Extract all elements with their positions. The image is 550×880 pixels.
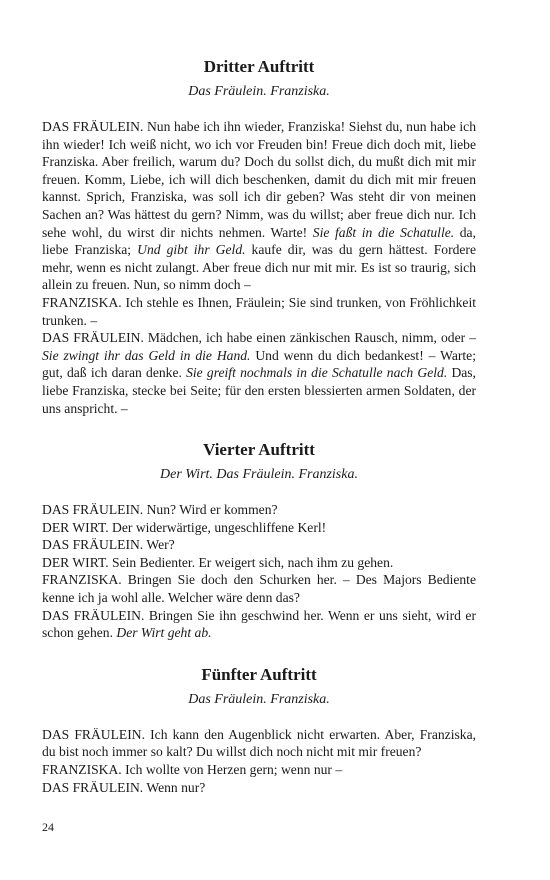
dialogue-text: da, liebe Franziska; bbox=[42, 224, 476, 258]
stage-direction: Und gibt ihr Geld. bbox=[137, 242, 246, 258]
scene-title: Fünfter Auftritt bbox=[201, 664, 317, 684]
dialogue-text: kaufe dir, was du gern hättest. Fordere mehr, wenn es nicht zulangt. Aber freue dich nur mit mir. Es ist so traurig, sich allein zu freuen. Nun, so nimm doch – bbox=[42, 242, 476, 293]
stage-direction: Sie greift nochmals in die Schatulle nach Geld. bbox=[186, 365, 448, 381]
dialogue-paragraph bbox=[42, 501, 476, 519]
scene-cast: Das Fräulein. Franziska. bbox=[188, 84, 330, 99]
dialogue-paragraph bbox=[42, 779, 476, 797]
dialogue-paragraph bbox=[42, 761, 476, 779]
dialogue-paragraph bbox=[42, 726, 476, 761]
dialogue-text: Und wenn du dich bedankest! – Warte; gut, daß ich daran denke. bbox=[42, 347, 476, 381]
scene-title: Vierter Auftritt bbox=[203, 440, 315, 460]
dialogue-text: DER WIRT. Sein Bedienter. Er weigert sich, nach ihm zu gehen. bbox=[42, 554, 394, 570]
dialogue-paragraph bbox=[42, 607, 476, 642]
dialogue-text: DAS FRÄULEIN. Ich kann den Augenblick nicht erwarten. Aber, Franziska, du bist noch immer so kalt? Du willst dich noch nicht mit mir freuen? bbox=[42, 726, 476, 760]
dialogue-paragraph bbox=[42, 571, 476, 606]
dialogue-text: Das, liebe Franziska, stecke bei Seite; für den ersten blessierten armen Soldaten, der uns anspricht. – bbox=[42, 365, 476, 416]
dialogue-paragraph bbox=[42, 118, 476, 294]
dialogue-text: DAS FRÄULEIN. Wenn nur? bbox=[42, 779, 206, 795]
dialogue-text: FRANZISKA. Ich wollte von Herzen gern; wenn nur – bbox=[42, 762, 343, 778]
dialogue-paragraph bbox=[42, 519, 476, 537]
scene-cast: Der Wirt. Das Fräulein. Franziska. bbox=[160, 467, 358, 483]
scene-title: Dritter Auftritt bbox=[203, 57, 315, 76]
stage-direction: Sie zwingt ihr das Geld in die Hand. bbox=[42, 347, 251, 363]
dialogue-text: FRANZISKA. Bringen Sie doch den Schurken her. – Des Majors Bediente kenne ich ja wohl alle. Welcher wäre denn das? bbox=[42, 572, 476, 606]
scene bbox=[42, 439, 476, 642]
stage-direction: Der Wirt geht ab. bbox=[116, 625, 212, 641]
dialogue-text: DAS FRÄULEIN. Nun? Wird er kommen? bbox=[42, 502, 278, 518]
dialogue-paragraph bbox=[42, 329, 476, 417]
scene bbox=[42, 664, 476, 796]
dialogue-paragraph bbox=[42, 536, 476, 554]
dialogue-text: DER WIRT. Der widerwärtige, ungeschliffene Kerl! bbox=[42, 519, 327, 535]
dialogue-text: DAS FRÄULEIN. Bringen Sie ihn geschwind her. Wenn er uns sieht, wird er schon gehen. bbox=[42, 607, 476, 641]
dialogue-text: DAS FRÄULEIN. Mädchen, ich habe einen zänkischen Rausch, nimm, oder – bbox=[42, 330, 476, 346]
stage-direction: Sie faßt in die Schatulle. bbox=[312, 224, 455, 240]
page-number: 24 bbox=[42, 820, 54, 834]
dialogue-paragraph bbox=[42, 294, 476, 329]
dialogue-text: FRANZISKA. Ich stehle es Ihnen, Fräulein; Sie sind trunken, von Fröhlichkeit trunken. – bbox=[42, 294, 476, 328]
scene-cast: Das Fräulein. Franziska. bbox=[188, 691, 330, 707]
dialogue-paragraph bbox=[42, 554, 476, 572]
dialogue-text: DAS FRÄULEIN. Nun habe ich ihn wieder, Franziska! Siehst du, nun habe ich ihn wieder! Ich weiß nicht, wo ich vor Freuden bin! Freue dich doch mit, liebe Franziska. Aber freilich, warum du? Doch du sollst dich, du mußt dich mit mir freuen. Komm, Liebe, ich will dich beschenken, damit du dich mit mir freuen kannst. Sprich, Franziska, was soll ich dir geben? Was steht dir von meinen Sachen an? Was hättest du gern? Nimm, was du willst; aber freue dich nur. Ich sehe wohl, du wirst dir nichts nehmen. Warte! bbox=[42, 119, 476, 240]
dialogue-text: DAS FRÄULEIN. Wer? bbox=[42, 537, 175, 553]
page-body bbox=[42, 56, 476, 818]
scene bbox=[42, 56, 476, 417]
